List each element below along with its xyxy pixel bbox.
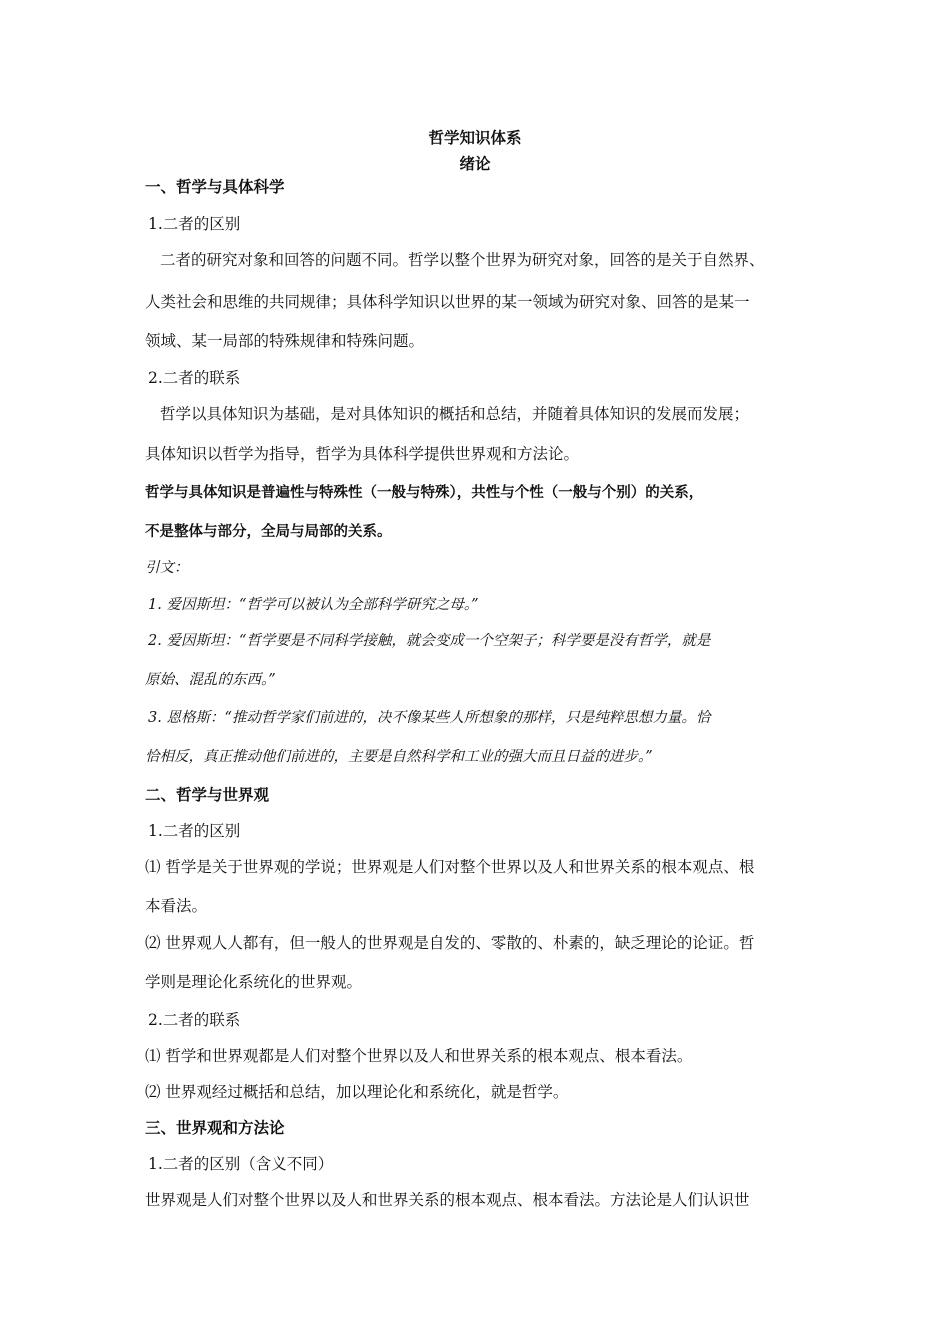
bold-statement-line: 哲学与具体知识是普遍性与特殊性（一般与特殊），共性与个性（一般与个别）的关系， (145, 485, 704, 501)
paragraph-line: ⑵ 世界观经过概括和总结，加以理论化和系统化，就是哲学。 (145, 1083, 569, 1101)
bold-statement-line: 不是整体与部分，全局与局部的关系。 (145, 524, 392, 540)
section-heading-3: 三、世界观和方法论 (145, 1119, 285, 1137)
paragraph-line: ⑴ 哲学是关于世界观的学说；世界观是人们对整个世界以及人和世界关系的根本观点、根 (145, 858, 755, 876)
section-heading-1: 一、哲学与具体科学 (145, 178, 285, 196)
paragraph-line: 本看法。 (145, 897, 208, 915)
document-title: 哲学知识体系 (428, 128, 522, 147)
paragraph-line: 哲学以具体知识为基础，是对具体知识的概括和总结，并随着具体知识的发展而发展； (160, 405, 750, 423)
subheading: 1.二者的区别 (148, 215, 241, 233)
subheading: 1.二者的区别（含义不同） (148, 1155, 334, 1173)
paragraph-line: 领域、某一局部的特殊规律和特殊问题。 (145, 332, 425, 350)
paragraph-line: 世界观是人们对整个世界以及人和世界关系的根本观点、根本看法。方法论是人们认识世 (145, 1191, 750, 1209)
section-heading-2: 二、哲学与世界观 (145, 786, 270, 804)
paragraph-line: ⑴ 哲学和世界观都是人们对整个世界以及人和世界关系的根本观点、根本看法。 (145, 1047, 693, 1065)
paragraph-line: 二者的研究对象和回答的问题不同。哲学以整个世界为研究对象，回答的是关于自然界、 (160, 251, 765, 269)
quote-line: 2. 爱因斯坦：“哲学要是不同科学接触，就会变成一个空架子；科学要是没有哲学，就是 (148, 633, 711, 649)
quote-line: 原始、混乱的东西。” (145, 672, 276, 688)
paragraph-line: 人类社会和思维的共同规律；具体科学知识以世界的某一领域为研究对象、回答的是某一 (145, 293, 750, 311)
quote-line: 1. 爱因斯坦：“哲学可以被认为全部科学研究之母。” (148, 597, 479, 613)
quote-line: 恰相反，真正推动他们前进的，主要是自然科学和工业的强大而且日益的进步。” (145, 749, 653, 765)
paragraph-line: ⑵ 世界观人人都有，但一般人的世界观是自发的、零散的、朴素的，缺乏理论的论证。哲 (145, 934, 755, 952)
subheading: 2.二者的联系 (148, 1011, 241, 1029)
document-subtitle: 绪论 (459, 154, 491, 173)
subheading: 1.二者的区别 (148, 822, 241, 840)
paragraph-line: 学则是理论化系统化的世界观。 (145, 973, 363, 991)
quote-line: 3. 恩格斯：“推动哲学家们前进的，决不像某些人所想象的那样，只是纯粹思想力量。恰 (148, 710, 711, 726)
quote-label: 引文： (145, 560, 189, 576)
paragraph-line: 具体知识以哲学为指导，哲学为具体科学提供世界观和方法论。 (145, 445, 580, 463)
subheading: 2.二者的联系 (148, 369, 241, 387)
